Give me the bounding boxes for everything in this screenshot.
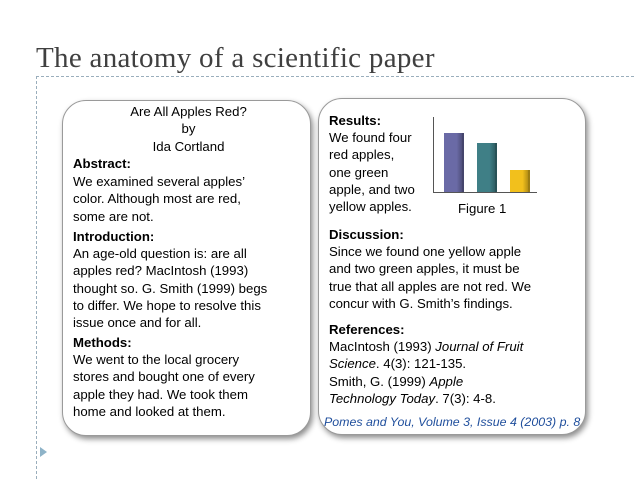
abstract-line: some are not. [73,208,154,224]
title-divider [36,76,634,77]
discussion-line: concur with G. Smith’s findings. [329,295,513,311]
introduction-line: to differ. We hope to resolve this [73,297,261,313]
journal-citation: Pomes and You, Volume 3, Issue 4 (2003) p. 8 [324,415,581,429]
results-heading: Results: [329,113,382,128]
slide-title: The anatomy of a scientific paper [36,42,435,74]
left-divider [36,76,37,479]
introduction-line: apples red? MacIntosh (1993) [73,263,249,279]
bullet-arrow-icon [40,447,47,457]
ref2-details: . 7(3): 4-8. [435,390,496,406]
introduction-line: thought so. G. Smith (1999) begs [73,280,268,296]
discussion-text [329,243,531,312]
introduction-line: An age-old question is: are all [73,246,247,261]
paper-by: by [181,121,196,136]
ref1-details: . 4(3): 121-135. [375,356,467,372]
abstract-line: color. Although most are red, [73,191,241,207]
ref2-authors: Smith, G. (1999) [329,373,430,389]
methods-line: stores and bought one of every [73,369,255,385]
chart-bar [510,170,530,192]
ref1-journal-cont: Science [329,356,376,372]
abstract-heading: Abstract: [73,156,131,171]
ref2-journal: Apple [429,373,464,389]
results-line: one green [329,164,389,180]
ref2-journal-cont: Technology Today [329,390,436,406]
discussion-line: Since we found one yellow apple [329,244,522,259]
reference-1-cont [329,355,523,372]
results-line: yellow apples. [329,199,412,215]
discussion-line: true that all apples are not red. We [329,278,532,294]
references-heading: References: [329,322,405,337]
abstract-line: We examined several apples’ [73,174,246,189]
results-line: We found four [329,130,412,145]
results-text [329,129,415,215]
ref1-authors: MacIntosh (1993) [329,339,436,354]
methods-heading: Methods: [73,335,132,350]
introduction-text [73,245,267,331]
reference-2 [329,373,523,390]
reference-1 [329,338,523,355]
results-line: red apples, [329,147,395,163]
methods-line: home and looked at them. [73,403,226,419]
introduction-heading: Introduction: [73,229,155,244]
figure-caption: Figure 1 [458,201,507,216]
figure-1-chart [433,117,537,193]
chart-bar [444,133,464,192]
paper-author: Ida Cortland [152,139,225,154]
chart-bar [477,143,497,192]
ref1-journal: Journal of Fruit [435,339,524,354]
methods-line: apple they had. We took them [73,386,248,402]
discussion-heading: Discussion: [329,227,404,242]
reference-2-cont [329,390,523,407]
results-line: apple, and two [329,181,415,197]
discussion-line: and two green apples, it must be [329,261,520,277]
abstract-text [73,173,245,225]
methods-text [73,351,255,420]
references-text [329,338,523,407]
methods-line: We went to the local grocery [73,352,240,367]
paper-title: Are All Apples Red? [130,104,247,119]
introduction-line: issue once and for all. [73,315,202,331]
